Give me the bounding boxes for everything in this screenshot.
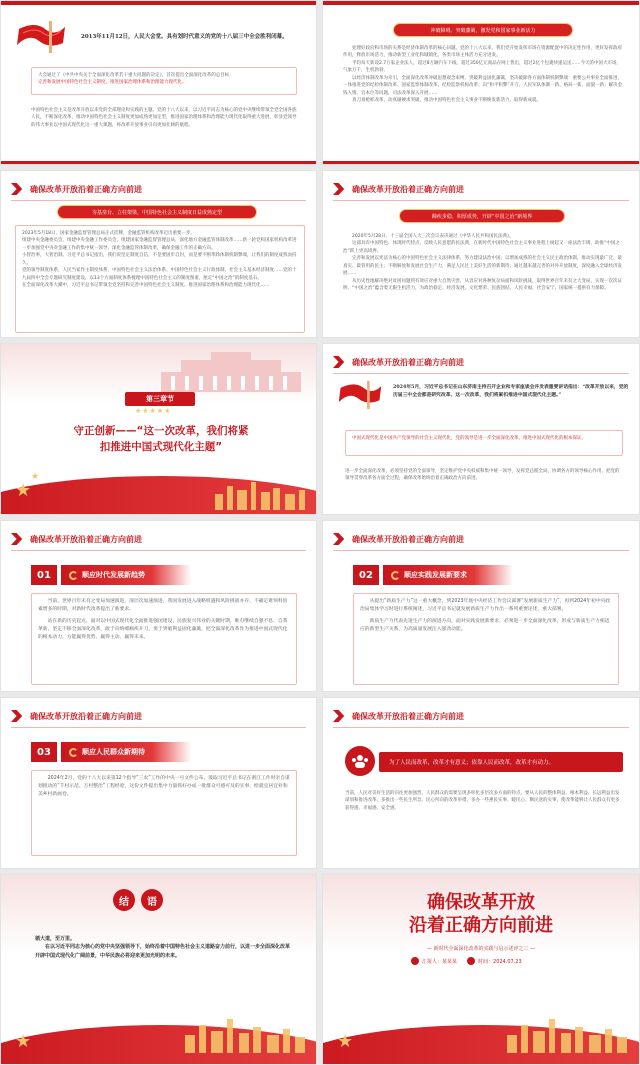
content-box — [31, 593, 297, 685]
section-title: 顺应人民群众新期待 — [82, 748, 145, 756]
chapter-title-line: 扣推进中国式现代化主题” — [99, 440, 223, 453]
chevron-icon — [333, 356, 347, 368]
topic-pill: 蹄疾步稳、积厚成势，开辟“中国之治”新境界 — [399, 209, 565, 223]
time-field — [467, 957, 522, 965]
time-text: 时间：2024.07.23 — [478, 958, 522, 965]
slide-7[interactable] — [0, 520, 317, 692]
top-strip — [323, 1, 639, 5]
summary-box — [31, 67, 297, 95]
slide-9[interactable] — [0, 697, 317, 869]
paragraph: 小智治事，大智治制。习近平总书记指出，我们说坚定制度自信，不是要固步自封，而是要不断革除体制机制弊端，让我们的制度成熟而持久。 — [22, 253, 297, 266]
paragraph: 组建中央金融委员会，组建中央金融工作委员会，组建国家金融监督管理总局，深化地方金融监管体制改革……新一轮党和国家机构改革进一步加强党中央对金融工作的集中统一领导，深化金融监管体制改革，确保金融工作的正确方向。 — [22, 238, 297, 251]
clock-icon — [467, 957, 475, 965]
paragraph: 当前，世界百年未有之变局加速演进，深层次加速演进，我国发展进入战略机遇和风险挑战并存、不确定难预料因素增多的时期，对新时代改革提出了新要求。 — [38, 599, 288, 612]
section-title: 顺应时代发展新趋势 — [82, 571, 145, 579]
slide-header — [333, 708, 629, 724]
slide-4[interactable] — [322, 170, 640, 338]
section-number: 03 — [31, 742, 57, 762]
slide-2[interactable] — [322, 0, 640, 165]
slide-header — [333, 181, 629, 197]
chevron-icon — [333, 533, 347, 545]
body-paragraph: 当前，人民对美好生活的向往更加强烈，人民群众的需要呈现多样化多层次多方面的特点，要从人民的整体利益、根本利益、长远利益出发谋划和推进改革，多推出一些民生所急、民心所向的改革举措，多办一些惠民实事、暖民心、顺民意的实事，使改革能够让人民群众有更多获得感、幸福感、安全感。 — [345, 791, 620, 811]
header-divider — [333, 200, 629, 201]
section-title: 顺应实践发展新要求 — [404, 571, 467, 579]
chapter-title-line: 守正创新——“这一次改革，我们将紧 — [73, 425, 249, 437]
people-icon — [345, 746, 375, 776]
section-bar — [61, 565, 191, 585]
section-number: 01 — [31, 565, 57, 585]
paragraph: 平均每天新设2.7万家企业法人，超过8万辆汽车下线，超过350亿元商品在网上售出，超过2亿个包裹快递运送……今天的中国大市场，气象万千，生机勃勃。 — [343, 60, 621, 74]
chevron-icon — [11, 710, 25, 722]
reporter-text: 汇报人：某某某 — [422, 958, 458, 965]
conclusion-text — [35, 935, 291, 960]
gold-star-icon: ★ — [31, 472, 40, 482]
paragraph: 在以习近平同志为核心的党中央坚强领导下，始终沿着中国特色社会主义道路奋力前行，以进一步全面深化改革开辟中国式现代化广阔前景，中华民族必将迎来更加光明的未来。 — [35, 944, 291, 959]
summary-text: 大会通过了《中共中央关于全面深化改革若干重大问题的决定》，首次提出全面深化改革的总目标： — [38, 73, 234, 78]
slide-5[interactable] — [0, 343, 317, 515]
gold-star-icon: ★ — [337, 1031, 354, 1052]
hammer-sickle-icon — [69, 748, 78, 757]
hammer-sickle-icon — [69, 571, 78, 580]
content-box — [31, 770, 297, 856]
bottom-strip — [1, 161, 316, 164]
header-divider — [333, 550, 629, 551]
meta-row — [411, 957, 522, 965]
paragraph: 从提出“新质生产力”这一重大概念，到2023年底中央经济工作会议部署“发展新质生产力”，再到2024年初中央政治局集体学习时进行系统阐述，习近平总书记就发展新质生产力作出一系列重要论述、重大部署。 — [360, 599, 611, 612]
badge-char: 结 — [113, 889, 135, 911]
topic-pill: 冲破障碍、突破藩篱，激发党和国家事业新活力 — [393, 23, 573, 37]
chevron-icon — [333, 710, 347, 722]
section-number: 02 — [353, 565, 379, 585]
paragraph: 以经济体制改革为牵引，全面深化改革冲破思想观念束缚，突破利益固化藩篱，坚决破除各方面体制机制弊端：重要公共事业全面推进，一体推进党的纪检体制改革、国家监察体制改革、纪检监察机构改革；向“和平积弊”开刀，人民军队体制一新、格局一新、面貌一新；解决金钱人情、官本位等问题，司法改革深入开展…… — [343, 75, 623, 96]
slide-title: 确保改革开放沿着正确方向前进 — [352, 357, 464, 367]
gold-star-icon: ★ — [15, 1031, 32, 1052]
paragraph: 2023年5月18日，国家金融监督管理总局正式挂牌，金融监管机构改革迈出重要一步。 — [22, 231, 196, 236]
slide-8[interactable] — [322, 520, 640, 692]
header-divider — [11, 727, 306, 728]
slide-header — [333, 531, 629, 547]
slide-6[interactable] — [322, 343, 640, 515]
body-paragraph: 进一步全面深化改革，必须坚持党的全面领导，坚定维护党中央权威和集中统一领导，发挥党总揽全局、协调各方的领导核心作用，把党的领导贯穿改革各方面全过程，确保改革始终沿着正确政治方向前进。 — [345, 469, 620, 482]
paragraph: 党的领导制度体系，人民当家作主制度体系，中国特色社会主义法治体系、中国特色社会主义行政体制、社会主义基本经济制度……党的十九届四中全会专题研究制度建设，以13个方面制度体系梳理中国特色社会主义的制度图谱，厘定“中国之治”的制度基石。 — [22, 268, 297, 281]
slide-title: 确保改革开放沿着正确方向前进 — [30, 534, 142, 544]
topic-pill: 夯基垒台、立柱架梁，中国特色社会主义制度日益成熟定型 — [57, 205, 257, 219]
body-paragraph: 中国特色社会主义是改革开放以来党的全部理论和实践的主题。党的十八大以来，以习近平同志为核心的党中央继续带领全党全国各族人民，不断深化改革，推动中国特色社会主义制度更加成熟更加定型，推进国家治理体系和治理能力现代化取得重大进展，彰显党领导的伟大事业以中国式现代化这一重大课题，将改革开放事业引向更加壮阔的航程。 — [31, 108, 297, 128]
slide-11[interactable] — [0, 874, 317, 1065]
paragraph: 真刀真枪抓改革，动真碰硬求突破，推动中国特色社会主义事业不断焕发新活力、取得新成就。 — [352, 97, 541, 103]
paragraph: 处理好政府和市场的关系是经济体制改革的核心问题。党的十八大以来，我们党开始发挥市场在资源配置中的决定性作用，更好发挥政府作用，释放市场活力，推动新型工业化和城镇化，各类市场主体活力充分迸发。 — [343, 46, 622, 59]
closing-title — [323, 891, 639, 938]
reporter-field — [411, 957, 457, 965]
content-box — [353, 593, 619, 685]
slide-title: 确保改革开放沿着正确方向前进 — [352, 534, 464, 544]
paragraph: 这部具有中国特色、体现时代特点、反映人民意愿的民法典，在新时代中国特色社会主义事业进程上树起又一座法治丰碑，助推“中国之治”跃上更高境界。 — [343, 241, 620, 254]
chevron-icon — [333, 183, 347, 195]
slide-title: 确保改革开放沿着正确方向前进 — [352, 711, 464, 721]
chevron-icon — [11, 183, 25, 195]
highlight-box: 中国式现代化是中国共产党领导的社会主义现代化，党的领导是进一步全面深化改革、推进中国式现代化的根本保证。 — [345, 430, 623, 456]
closing-title-line: 确保改革开放 — [427, 892, 535, 913]
slide-1[interactable] — [0, 0, 317, 165]
slide-12[interactable] — [322, 874, 640, 1065]
summary-red-text: 完善和发展中国特色社会主义制度，推进国家治理体系和治理能力现代化。 — [38, 80, 187, 86]
chevron-icon — [11, 533, 25, 545]
gold-star-icon: ★ — [15, 480, 32, 501]
slide-header — [11, 181, 306, 197]
hammer-sickle-icon — [391, 571, 400, 580]
badge-char: 语 — [141, 889, 163, 911]
conclusion-badge — [113, 889, 163, 911]
slide-10[interactable] — [322, 697, 640, 869]
quote-text: 2013年11月12日，人民大会堂。具有划时代意义的党的十八届三中全会胜利闭幕。 — [81, 34, 288, 40]
slide-title: 确保改革开放沿着正确方向前进 — [352, 184, 464, 194]
user-icon — [411, 957, 419, 965]
slide-header — [11, 531, 306, 547]
top-strip — [1, 1, 316, 5]
principle-banner: 为了人民而改革，改革才有意义；依靠人民而改革，改革才有动力。 — [379, 752, 623, 772]
paragraph: 2024年2月，党的十八大以来第12个指导“三农”工作的中央一号文件公布。汲取习近平总书记在浙江工作时亲自谋划推动的“千村示范、万村整治”工程经验，这份文件提出集中力量抓好办成一批群众可感可及的实事，绘就宜居宜业和美乡村新画卷。 — [38, 776, 290, 797]
header-divider — [333, 727, 629, 728]
stars-row-icon: ★★★★★ — [135, 407, 172, 415]
red-flag-icon — [15, 19, 67, 55]
people-glyph-icon — [351, 754, 369, 768]
city-skyline-icon — [211, 480, 311, 510]
closing-title-line: 沿着正确方向前进 — [409, 915, 553, 937]
red-flag-icon — [337, 378, 383, 412]
paragraph: 完善和发展以宪法为核心的中国特色社会主义法律体系，努力建设法治中国；以增加成熟的社会主义民主政治体制，推动实现最广泛、最真实、最管用的民主；不断解放和发展社会生产力，满足人民过上美好生活的新期待；通过越来越完善的对外开放制度，深度融入全球经济发展…… — [343, 256, 622, 277]
bottom-strip — [323, 161, 639, 164]
great-hall-icon — [151, 348, 311, 392]
paragraph: 新质生产力代表先进生产力的演进方向，面对实践发展新要求，必须进一步全面深化改革，形成与新质生产力相适应的新型生产关系，为高质量发展注入强劲动能。 — [360, 618, 610, 632]
paragraph: 循大道，至万里。 — [35, 936, 76, 942]
content-box — [15, 225, 305, 333]
city-skyline-icon — [181, 1017, 311, 1053]
header-divider — [11, 550, 306, 551]
section-bar — [61, 742, 191, 762]
section-bar — [383, 565, 513, 585]
slide-header — [11, 708, 306, 724]
paragraph: 2020年5月28日，十三届全国人大三次会议表决通过《中华人民共和国民法典》。 — [352, 234, 514, 239]
body-text — [343, 45, 623, 104]
body-text — [343, 233, 623, 292]
header-divider — [11, 200, 306, 201]
paragraph: 从历史性地解决绝对贫困问题到有效应对重大自然灾害，从容应对各种复杂局面和风险挑战，取得世界百年未有之大变局，实现一次次证明，“中国之治”蕴含着无限生机活力，为政治稳定、经济发展、文化繁荣、民族团结、人民幸福、社会安宁、国家统一提供有力保障。 — [343, 278, 622, 291]
slide-header — [333, 354, 629, 370]
paragraph: 站在新的历史起点，面对以中国式现代化全面推进强国建设、民族复兴伟业的关键时期，唯有继续自强不息、自我革新，坚定不移全面深化改革，敢于向纳瘴痼疾开刀，勇于突破利益固化藩篱，把全面深化改革作为推进中国式现代化的根本动力，方能赢得优势、赢得主动、赢得未来。 — [38, 618, 288, 640]
slide-title: 确保改革开放沿着正确方向前进 — [30, 711, 142, 721]
chapter-badge: 第三章节 — [125, 392, 195, 406]
slide-title: 确保改革开放沿着正确方向前进 — [30, 184, 142, 194]
slide-3[interactable] — [0, 170, 317, 338]
paragraph: 在全面深化改革大潮中，习近平总书记带领全党坚持和完善中国特色社会主义制度、推进国家治理体系和治理能力现代化…… — [22, 282, 270, 288]
closing-subtitle: — 新时代全面深化改革的实践与启示述评之三 — — [426, 946, 536, 952]
quote-text: 2024年5月，习近平总书记在山东济南主持召开企业和专家座谈会并发表重要讲话指出：“改革开放以来，党的历届三中全会都是研究改革、这一次改革，我们将紧扣推进中国式现代化主题。” — [393, 384, 629, 398]
city-skyline-icon — [503, 1017, 633, 1053]
header-divider — [333, 373, 629, 374]
chapter-title — [21, 424, 301, 456]
